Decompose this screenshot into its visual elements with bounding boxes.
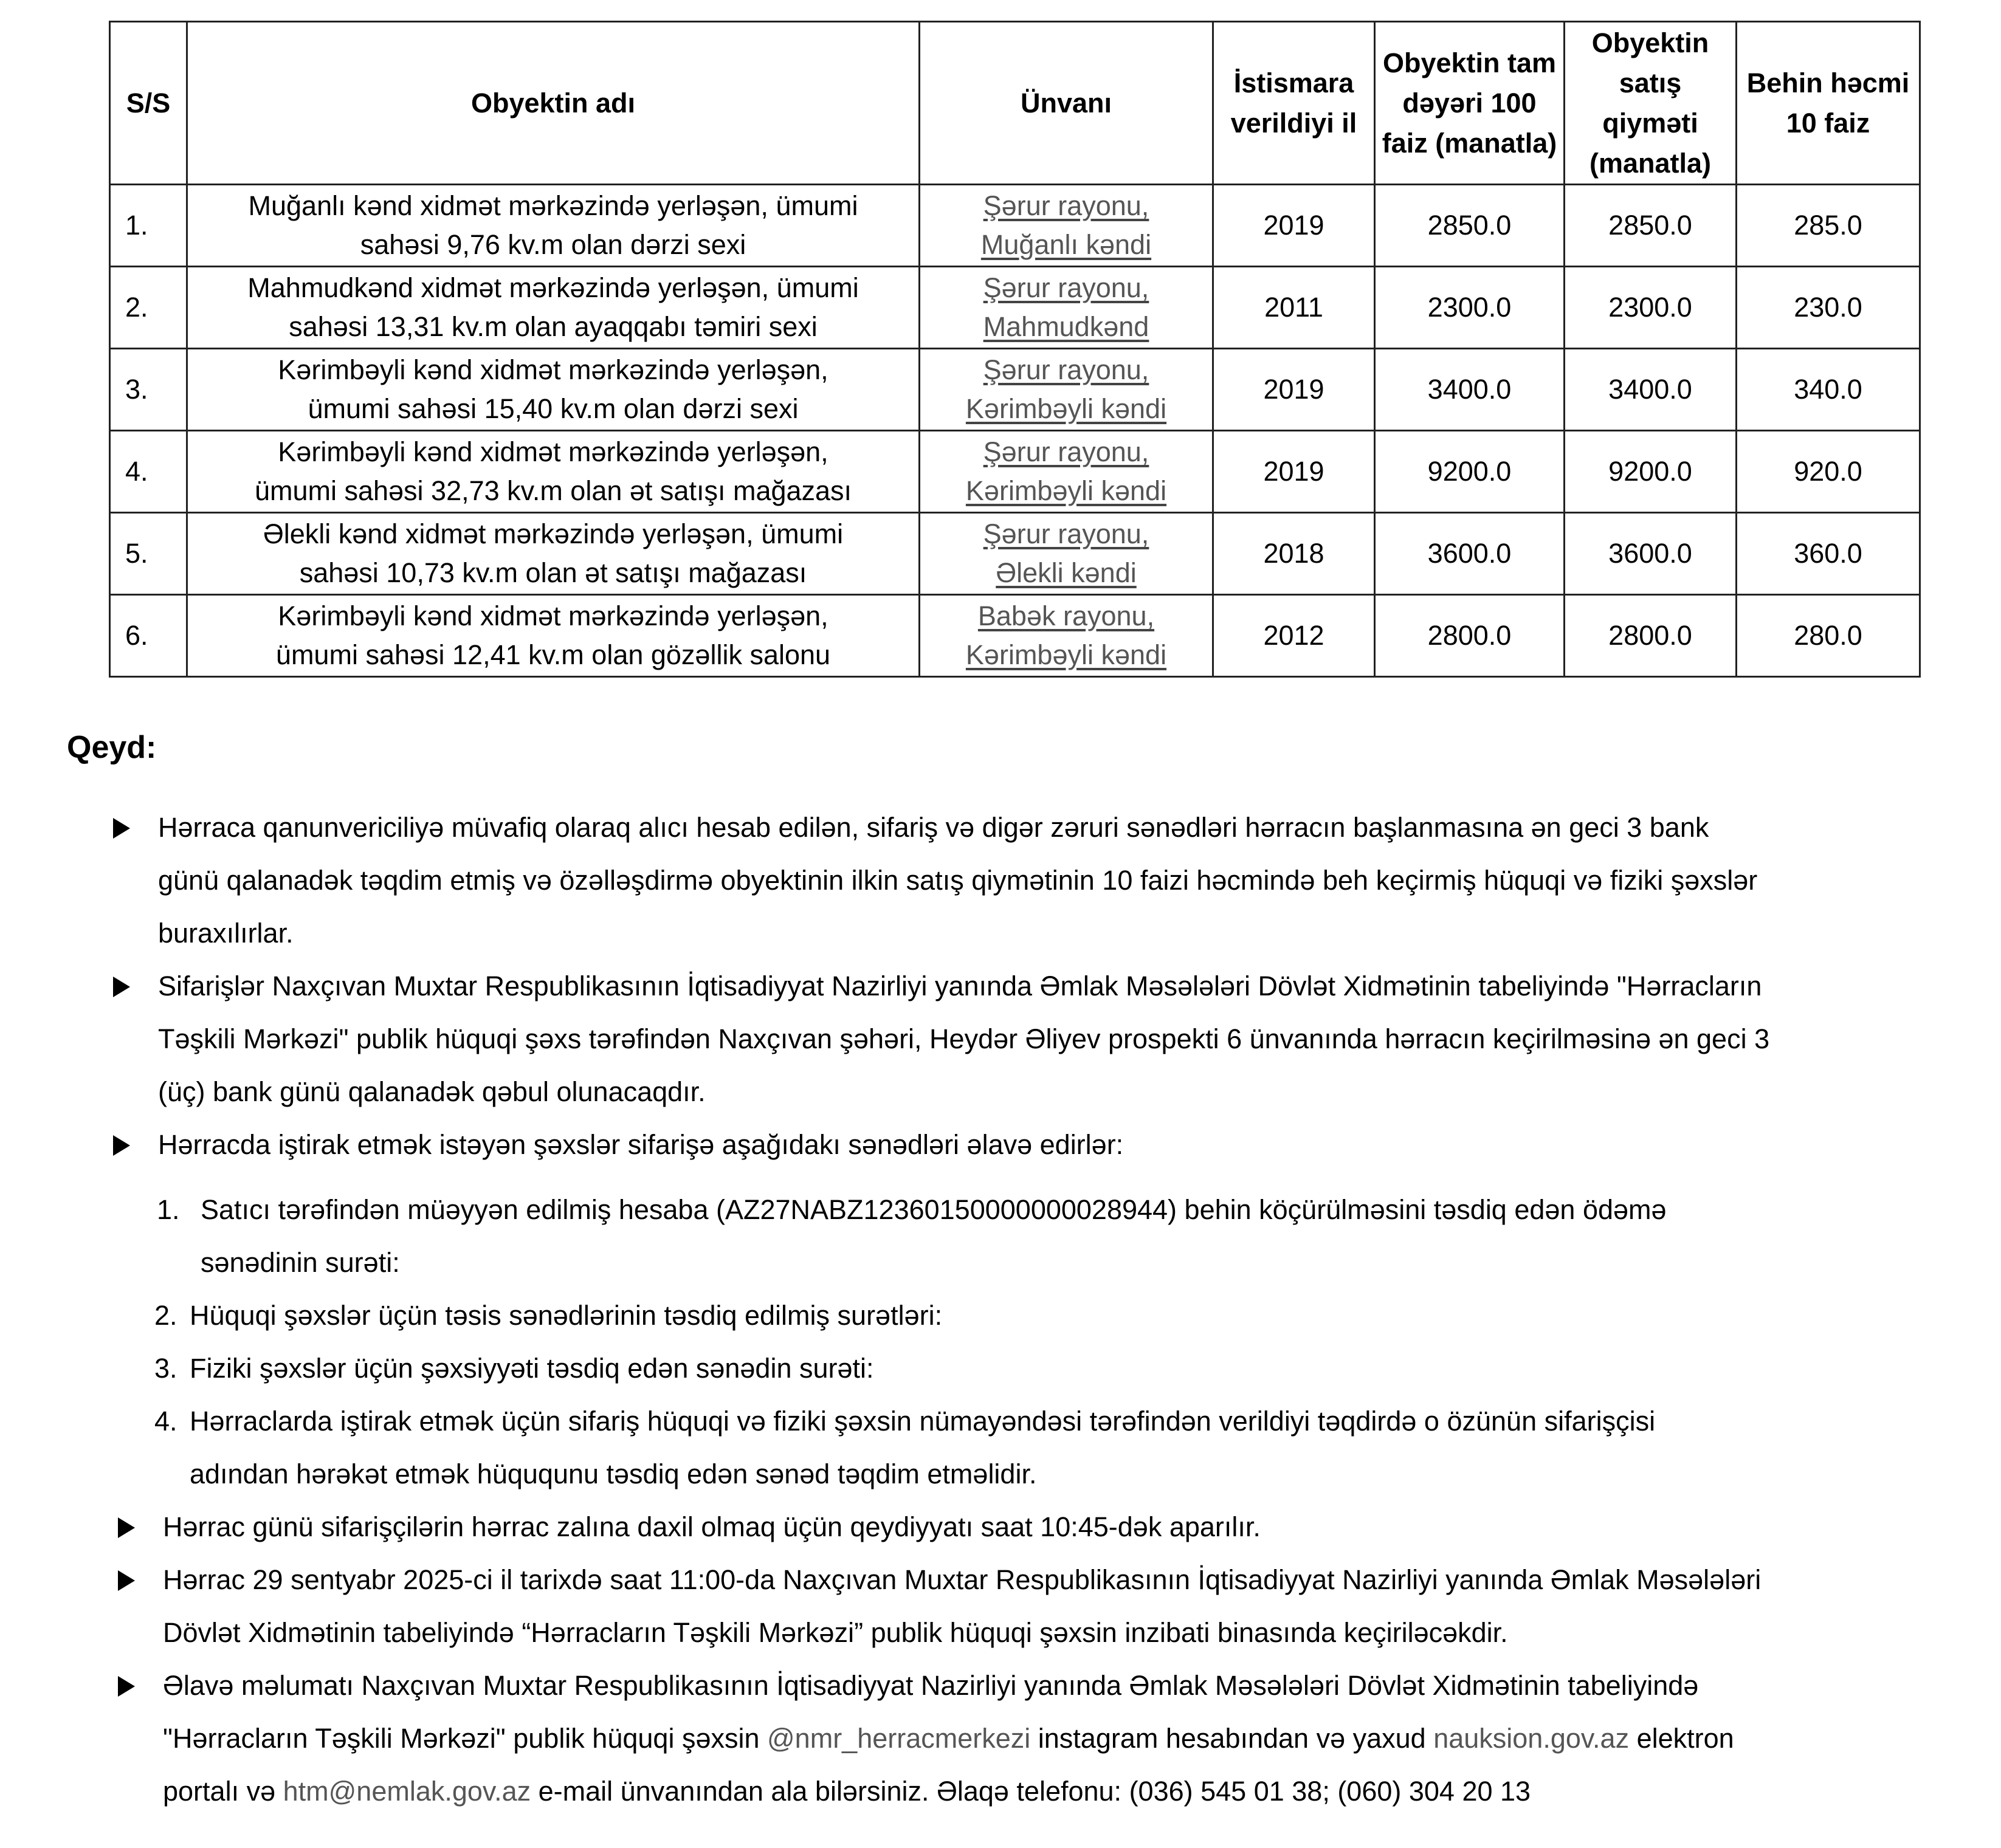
- address-line[interactable]: Şərur rayonu,: [983, 354, 1149, 385]
- address-line[interactable]: Şərur rayonu,: [983, 518, 1149, 549]
- note-bullet-auction-date: [0, 1553, 2001, 1659]
- note-text: Hərrac günü sifarişçilərin hərrac zalına daxil olmaq üçün qeydiyyatı saat 10:45-dək aparılır.: [163, 1511, 1261, 1542]
- document-item: [0, 1342, 2001, 1395]
- notes-title: Qeyd:: [67, 730, 157, 765]
- note-text: Hərracda iştirak etmək istəyən şəxslər sifarişə aşağıdakı sənədləri əlavə edirlər:: [158, 1129, 1124, 1160]
- note-text: Dövlət Xidmətinin tabeliyində “Hərracların Təşkili Mərkəzi” publik hüquqi şəxsin inzibati binasında keçiriləcəkdir.: [163, 1617, 1508, 1648]
- object-name: [187, 267, 920, 349]
- sale-price-cell: 2850.0: [1565, 185, 1737, 267]
- address-link[interactable]: [920, 349, 1213, 431]
- object-name-line: Kərimbəyli kənd xidmət mərkəzində yerləşən,: [278, 354, 828, 385]
- note-text: Təşkili Mərkəzi" publik hüquqi şəxs tərəfindən Naxçıvan şəhəri, Heydər Əliyev prospekti 6 ünvanında hərracın keçirilməsinə ən geci 3: [158, 1023, 1770, 1054]
- document-item: [0, 1183, 2001, 1289]
- deposit-cell: 920.0: [1737, 431, 1920, 513]
- sale-price-cell: 3400.0: [1565, 349, 1737, 431]
- address-link[interactable]: [920, 595, 1213, 677]
- note-bullet-documents: [0, 1118, 2001, 1171]
- sale-price-cell: 9200.0: [1565, 431, 1737, 513]
- object-name-line: Mahmudkənd xidmət mərkəzində yerləşən, ümumi: [247, 272, 859, 303]
- deposit-cell: 285.0: [1737, 185, 1920, 267]
- note-text: Sifarişlər Naxçıvan Muxtar Respublikasının İqtisadiyyat Nazirliyi yanında Əmlak Məsələləri Dövlət Xidmətinin tabeliyində "Hərracların: [158, 970, 1762, 1001]
- email-link[interactable]: htm@nemlak.gov.az: [283, 1776, 531, 1807]
- object-name: [187, 349, 920, 431]
- year-cell: 2012: [1213, 595, 1375, 677]
- note-bullet-orders: [0, 960, 2001, 1118]
- address-line[interactable]: Şərur rayonu,: [983, 190, 1149, 221]
- header-ss: S/S: [110, 22, 187, 185]
- object-name-line: ümumi sahəsi 15,40 kv.m olan dərzi sexi: [308, 393, 799, 424]
- header-year: İstismara verildiyi il: [1213, 22, 1375, 185]
- note-text: Əlavə məlumatı Naxçıvan Muxtar Respublikasının İqtisadiyyat Nazirliyi yanında Əmlak Məsələləri Dövlət Xidmətinin tabeliyində: [163, 1670, 1699, 1701]
- note-text: e-mail ünvanından ala bilərsiniz. Əlaqə telefonu: (036) 545 01 38; (060) 304 20 13: [531, 1776, 1531, 1807]
- item-text: adından hərəkət etmək hüququnu təsdiq edən sənəd təqdim etməlidir.: [190, 1458, 1037, 1489]
- arrow-bullet-icon: [113, 960, 137, 1012]
- table-row: [110, 267, 1920, 349]
- auction-objects-table: [109, 21, 1921, 678]
- instagram-link[interactable]: @nmr_herracmerkezi: [767, 1723, 1031, 1754]
- note-text: portalı və: [163, 1776, 283, 1807]
- note-text: elektron: [1629, 1723, 1734, 1754]
- item-text: Hüquqi şəxslər üçün təsis sənədlərinin təsdiq edilmiş surətləri:: [190, 1300, 943, 1331]
- required-documents-list: [0, 1183, 2001, 1500]
- note-bullet-eligibility: [0, 801, 2001, 960]
- address-link[interactable]: [920, 267, 1213, 349]
- arrow-bullet-icon: [118, 1659, 142, 1712]
- item-number: 4.: [154, 1406, 177, 1437]
- year-cell: 2019: [1213, 185, 1375, 267]
- item-text: Satıcı tərəfindən müəyyən edilmiş hesaba (AZ27NABZ12360150000000028944) behin köçürülməsini təsdiq edən ödəmə: [201, 1194, 1667, 1225]
- arrow-bullet-icon: [113, 1118, 137, 1171]
- note-text: "Hərracların Təşkili Mərkəzi" publik hüquqi şəxsin: [163, 1723, 767, 1754]
- deposit-cell: 230.0: [1737, 267, 1920, 349]
- object-name: [187, 513, 920, 595]
- row-number: 1.: [110, 185, 187, 267]
- row-number: 4.: [110, 431, 187, 513]
- item-text: Fiziki şəxslər üçün şəxsiyyəti təsdiq edən sənədin surəti:: [190, 1353, 874, 1384]
- note-text: (üç) bank günü qalanadək qəbul olunacaqdır.: [158, 1076, 706, 1107]
- address-link[interactable]: [920, 513, 1213, 595]
- object-name-line: ümumi sahəsi 32,73 kv.m olan ət satışı mağazası: [254, 475, 852, 506]
- item-number: 2.: [154, 1300, 177, 1331]
- row-number: 2.: [110, 267, 187, 349]
- table-row: [110, 513, 1920, 595]
- object-name-line: sahəsi 10,73 kv.m olan ət satışı mağazası: [299, 557, 807, 588]
- address-line[interactable]: Babək rayonu,: [977, 600, 1155, 631]
- note-text: instagram hesabından və yaxud: [1030, 1723, 1434, 1754]
- table-row: [110, 349, 1920, 431]
- address-link[interactable]: [920, 185, 1213, 267]
- row-number: 5.: [110, 513, 187, 595]
- row-number: 3.: [110, 349, 187, 431]
- deposit-cell: 340.0: [1737, 349, 1920, 431]
- full-value-cell: 3600.0: [1375, 513, 1565, 595]
- arrow-bullet-icon: [118, 1553, 142, 1606]
- note-text: günü qalanadək təqdim etmiş və özəlləşdirmə obyektinin ilkin satış qiymətinin 10 faizi həcmində beh keçirmiş hüquqi və fiziki şəxslər: [158, 865, 1758, 896]
- object-name-line: sahəsi 9,76 kv.m olan dərzi sexi: [360, 229, 746, 260]
- header-address: Ünvanı: [920, 22, 1213, 185]
- note-bullet-registration: [0, 1500, 2001, 1553]
- address-line[interactable]: Şərur rayonu,: [983, 272, 1149, 303]
- sale-price-cell: 2300.0: [1565, 267, 1737, 349]
- object-name: [187, 431, 920, 513]
- item-number: 1.: [157, 1194, 180, 1225]
- object-name-line: sahəsi 13,31 kv.m olan ayaqqabı təmiri sexi: [289, 311, 818, 342]
- note-text: buraxılırlar.: [158, 918, 294, 949]
- notes-section: [0, 801, 2001, 1818]
- address-line[interactable]: Mahmudkənd: [983, 311, 1149, 342]
- table-row: [110, 595, 1920, 677]
- table-row: [110, 185, 1920, 267]
- full-value-cell: 3400.0: [1375, 349, 1565, 431]
- object-name-line: Kərimbəyli kənd xidmət mərkəzində yerləşən,: [278, 436, 828, 467]
- address-line[interactable]: Kərimbəyli kəndi: [965, 393, 1167, 424]
- website-link[interactable]: nauksion.gov.az: [1433, 1723, 1630, 1754]
- deposit-cell: 280.0: [1737, 595, 1920, 677]
- deposit-cell: 360.0: [1737, 513, 1920, 595]
- header-full-value: Obyektin tam dəyəri 100 faiz (manatla): [1375, 22, 1565, 185]
- header-deposit: Behin həcmi 10 faiz: [1737, 22, 1920, 185]
- item-number: 3.: [154, 1353, 177, 1384]
- object-name-line: Kərimbəyli kənd xidmət mərkəzində yerləşən,: [278, 600, 828, 631]
- object-name-line: Muğanlı kənd xidmət mərkəzində yerləşən, ümumi: [248, 190, 858, 221]
- year-cell: 2018: [1213, 513, 1375, 595]
- full-value-cell: 2850.0: [1375, 185, 1565, 267]
- object-name: [187, 185, 920, 267]
- table-header-row: [110, 22, 1920, 185]
- arrow-bullet-icon: [118, 1500, 142, 1553]
- document-item: [0, 1395, 2001, 1500]
- note-bullet-contacts: [0, 1659, 2001, 1818]
- sale-price-cell: 2800.0: [1565, 595, 1737, 677]
- address-line[interactable]: Şərur rayonu,: [983, 436, 1149, 467]
- sale-price-cell: 3600.0: [1565, 513, 1737, 595]
- table-row: [110, 431, 1920, 513]
- address-link[interactable]: [920, 431, 1213, 513]
- full-value-cell: 9200.0: [1375, 431, 1565, 513]
- document-item: [0, 1289, 2001, 1342]
- year-cell: 2019: [1213, 349, 1375, 431]
- header-sale-price: Obyektin satış qiyməti (manatla): [1565, 22, 1737, 185]
- header-object-name: Obyektin adı: [187, 22, 920, 185]
- row-number: 6.: [110, 595, 187, 677]
- note-text: Hərrac 29 sentyabr 2025-ci il tarixdə saat 11:00-da Naxçıvan Muxtar Respublikasının İqtisadiyyat Nazirliyi yanında Əmlak Məsələləri: [163, 1564, 1762, 1595]
- item-text: sənədinin surəti:: [201, 1247, 400, 1278]
- address-line[interactable]: Muğanlı kəndi: [980, 229, 1152, 260]
- object-name-line: Əlekli kənd xidmət mərkəzində yerləşən, ümumi: [263, 518, 844, 549]
- address-line[interactable]: Kərimbəyli kəndi: [965, 475, 1167, 506]
- arrow-bullet-icon: [113, 801, 137, 854]
- note-text: Hərraca qanunvericiliyə müvafiq olaraq alıcı hesab edilən, sifariş və digər zəruri sənədləri hərracın başlanmasına ən geci 3 bank: [158, 812, 1709, 843]
- address-line[interactable]: Kərimbəyli kəndi: [965, 639, 1167, 670]
- item-text: Hərraclarda iştirak etmək üçün sifariş hüquqi və fiziki şəxsin nümayəndəsi tərəfindən verildiyi təqdirdə o özünün sifarişçisi: [190, 1406, 1656, 1437]
- object-name-line: ümumi sahəsi 12,41 kv.m olan gözəllik salonu: [275, 639, 831, 670]
- full-value-cell: 2800.0: [1375, 595, 1565, 677]
- year-cell: 2011: [1213, 267, 1375, 349]
- address-line[interactable]: Əlekli kəndi: [996, 557, 1137, 588]
- full-value-cell: 2300.0: [1375, 267, 1565, 349]
- year-cell: 2019: [1213, 431, 1375, 513]
- object-name: [187, 595, 920, 677]
